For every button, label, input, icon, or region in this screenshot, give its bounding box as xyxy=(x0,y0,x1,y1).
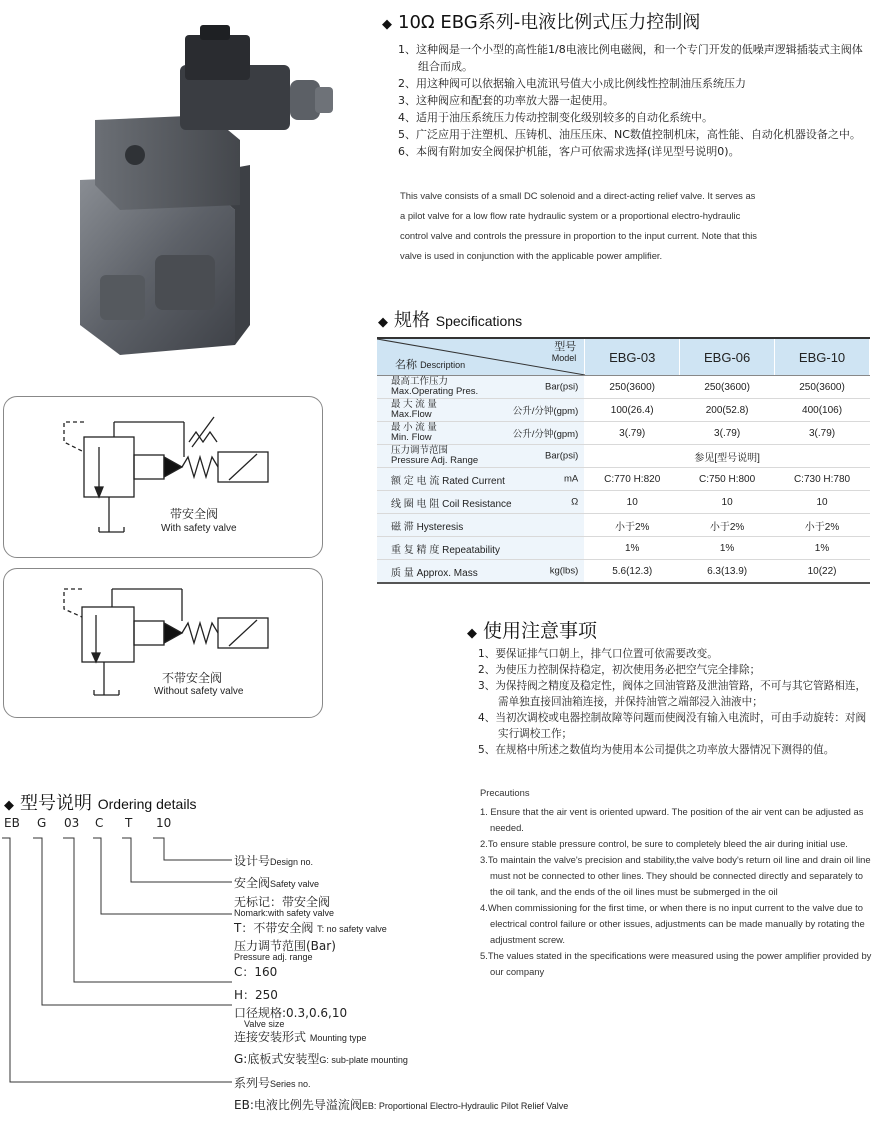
spec-value: 100(26.4) xyxy=(585,399,680,422)
spec-header-row xyxy=(377,338,870,376)
g-en: G: sub-plate mounting xyxy=(319,1055,408,1065)
ordering-design xyxy=(234,852,313,869)
spec-param xyxy=(377,445,585,468)
param-cn: 磁 滞 xyxy=(391,521,414,533)
param-unit: 公升/分钟(gpm) xyxy=(512,429,579,440)
spec-row xyxy=(377,491,870,514)
param-cn: 质 量 xyxy=(391,567,414,579)
with-valve-cn: 带安全阀 xyxy=(170,507,219,521)
with-valve-en: With safety valve xyxy=(161,523,237,534)
spec-row xyxy=(377,514,870,537)
ordering-mount xyxy=(234,1028,366,1045)
precautions-en-title: Precautions xyxy=(480,787,530,798)
without-valve-en: Without safety valve xyxy=(154,686,244,697)
intro-item: 2、用这种阀可以依据输入电流讯号值大小成比例线性控制油压系统压力 xyxy=(398,77,746,90)
ordering-pressure xyxy=(234,939,336,962)
intro-title-text: 10Ω EBG系列-电液比例式压力控制阀 xyxy=(398,12,701,33)
spec-value: 小于2% xyxy=(585,514,680,537)
spec-value: 10(22) xyxy=(775,560,870,584)
param-unit: 公升/分钟(gpm) xyxy=(512,406,579,417)
model-header: EBG-06 xyxy=(680,338,775,376)
precaution-en-item: 3.To maintain the valve's precision and stability,the valve body's return oil line and drain oil line must not be connected to other lines. They should be connected directly and separately to the oil tank, and the ends of the oil lines must be submerged in the oil xyxy=(480,854,871,897)
header-name xyxy=(395,356,465,372)
param-en: Approx. Mass xyxy=(416,567,478,579)
eb-en: EB: Proportional Electro-Hydraulic Pilot Relief Valve xyxy=(361,1101,569,1111)
ordering-c: C：160 xyxy=(234,965,278,979)
design-en: Design no. xyxy=(270,857,314,867)
intro-item: 5、广泛应用于注塑机、压铸机、油压压床、NC数值控制机床，高性能、自动化机器设备之中。 xyxy=(398,128,861,141)
g-cn: G:底板式安装型 xyxy=(234,1052,320,1066)
spec-param xyxy=(377,560,585,584)
spec-title-cn: 规格 xyxy=(394,310,430,331)
intro-item: 6、本阀有附加安全阀保护机能，客户可依需求选择(详见型号说明0)。 xyxy=(398,145,740,158)
header-model-en: Model xyxy=(551,353,577,363)
spec-value: 250(3600) xyxy=(775,376,870,399)
size-cn: 口径规格:0.3,0.6,10 xyxy=(234,1006,348,1020)
precautions-title-text: 使用注意事项 xyxy=(483,620,598,642)
ordering-title xyxy=(4,789,197,815)
valve-product-photo xyxy=(60,25,340,365)
param-cn: 压力调节范围 xyxy=(391,445,449,456)
precaution-item: 4、当初次调校或电器控制故障等问题而使阀没有输入电流时，可由手动旋转：对阀实行调校工作； xyxy=(478,712,867,740)
eb-cn: EB:电液比例先导溢流阀 xyxy=(234,1098,362,1112)
spec-row xyxy=(377,399,870,422)
spec-param xyxy=(377,422,585,445)
spec-value: 250(3600) xyxy=(585,376,680,399)
param-en: Max.Flow xyxy=(391,409,432,420)
param-cn: 额 定 电 流 xyxy=(391,475,440,487)
without-valve-cn: 不带安全阀 xyxy=(162,671,223,685)
pressure-en: Pressure adj. range xyxy=(234,952,313,962)
param-unit: mA xyxy=(564,473,579,485)
ordering-size xyxy=(234,1006,347,1028)
ordering-leader-lines xyxy=(0,834,240,1089)
ordering-series xyxy=(234,1074,311,1091)
safety-en: Safety valve xyxy=(270,879,320,889)
intro-item: 4、适用于油压系统压力传动控制变化级别较多的自动化系统中。 xyxy=(398,111,713,124)
diagram-with-safety-valve xyxy=(3,396,323,558)
spec-header-corner xyxy=(377,338,585,376)
precaution-item: 3、为保持阀之精度及稳定性，阀体之回油管路及泄油管路，不可与其它管路相连，需单独直接回油箱连接，并保持油管之端部浸入油液中； xyxy=(478,680,867,708)
intro-item: 1、这种阀是一个小型的高性能1/8电液比例电磁阀，和一个专门开发的低噪声逻辑插装式主阀体组合而成。 xyxy=(398,43,863,73)
spec-param xyxy=(377,468,585,491)
param-cn: 重 复 精 度 xyxy=(391,544,440,556)
param-en: Pressure Adj. Range xyxy=(391,455,479,466)
param-cn: 最 小 流 量 xyxy=(391,422,437,433)
spec-value: C:750 H:800 xyxy=(680,468,775,491)
spec-value: 6.3(13.9) xyxy=(680,560,775,584)
spec-param xyxy=(377,376,585,399)
pressure-cn: 压力调节范围(Bar) xyxy=(234,939,336,953)
precaution-item: 5、在规格中所述之数值均为使用本公司提供之功率放大器情况下测得的值。 xyxy=(478,744,835,756)
ordering-title-en: Ordering details xyxy=(97,796,197,812)
ordering-title-cn: 型号说明 xyxy=(20,793,92,814)
code-g: G xyxy=(37,816,47,830)
spec-value xyxy=(585,445,680,468)
ordering-nomark xyxy=(234,895,334,918)
spec-param xyxy=(377,514,585,537)
param-cn: 线 圈 电 阻 xyxy=(391,498,440,510)
spec-param xyxy=(377,399,585,422)
param-unit: Bar(psi) xyxy=(544,450,579,462)
spec-row xyxy=(377,445,870,468)
precautions-en-list xyxy=(480,785,872,980)
param-unit: Ω xyxy=(571,496,579,508)
spec-value: 3(.79) xyxy=(585,422,680,445)
nomark-en: Nomark:with safety valve xyxy=(234,908,335,918)
spec-value: 5.6(12.3) xyxy=(585,560,680,584)
nomark-cn: 无标记：带安全阀 xyxy=(234,895,331,909)
intro-item: 3、这种阀应和配套的功率放大器一起使用。 xyxy=(398,94,614,107)
diagram-without-safety-valve xyxy=(3,568,323,718)
code-size: 03 xyxy=(64,816,80,830)
precaution-item: 2、为使压力控制保持稳定，初次使用务必把空气完全排除； xyxy=(478,664,761,676)
mount-en: Mounting type xyxy=(309,1033,367,1043)
code-design: 10 xyxy=(156,816,172,830)
param-en: Min. Flow xyxy=(391,432,432,443)
spec-param xyxy=(377,537,585,560)
spec-title xyxy=(378,306,522,332)
ordering-t xyxy=(234,919,387,936)
header-name-cn: 名称 xyxy=(395,359,417,371)
ordering-safety xyxy=(234,874,319,891)
precautions-cn-list xyxy=(478,646,870,758)
spec-value: 400(106) xyxy=(775,399,870,422)
spec-table xyxy=(377,337,870,584)
diamond-bullet-icon: ◆ xyxy=(378,315,388,330)
spec-row xyxy=(377,376,870,399)
t-en: T: no safety valve xyxy=(317,924,387,934)
model-header: EBG-03 xyxy=(585,338,680,376)
diamond-bullet-icon: ◆ xyxy=(4,798,14,813)
param-cn: 最高工作压力 xyxy=(391,376,449,387)
header-model-cn: 型号 xyxy=(554,341,577,353)
precaution-en-item: 1. Ensure that the air vent is oriented upward. The position of the air vent can be adjusted as needed. xyxy=(480,806,864,833)
spec-row xyxy=(377,468,870,491)
series-en: Series no. xyxy=(270,1079,311,1089)
mount-cn: 连接安装形式 xyxy=(234,1030,307,1044)
code-eb: EB xyxy=(4,816,20,830)
spec-value: 小于2% xyxy=(680,514,775,537)
param-unit: kg(lbs) xyxy=(549,565,579,577)
spec-value: 200(52.8) xyxy=(680,399,775,422)
param-en: Rated Current xyxy=(442,475,505,487)
spec-value: 10 xyxy=(775,491,870,514)
intro-title xyxy=(382,8,700,34)
spec-value: 3(.79) xyxy=(775,422,870,445)
spec-row xyxy=(377,560,870,584)
spec-row xyxy=(377,537,870,560)
header-name-en: Description xyxy=(420,360,466,370)
model-header: EBG-10 xyxy=(775,338,870,376)
spec-value: C:730 H:780 xyxy=(775,468,870,491)
spec-value: 10 xyxy=(680,491,775,514)
spec-value: 250(3600) xyxy=(680,376,775,399)
intro-list xyxy=(398,41,870,160)
ordering-h: H：250 xyxy=(234,988,278,1002)
spec-value: 1% xyxy=(775,537,870,560)
t-cn: T：不带安全阀 xyxy=(234,921,314,935)
spec-value: 小于2% xyxy=(775,514,870,537)
size-en: Valve size xyxy=(244,1019,285,1029)
ordering-g xyxy=(234,1050,408,1067)
series-cn: 系列号 xyxy=(234,1076,271,1090)
precaution-item: 1、要保证排气口朝上，排气口位置可依需要改变。 xyxy=(478,648,718,660)
param-unit: Bar(psi) xyxy=(544,381,579,393)
diamond-bullet-icon: ◆ xyxy=(467,626,477,641)
param-en: Coil Resistance xyxy=(442,498,512,510)
spec-value: 10 xyxy=(585,491,680,514)
param-en: Repeatability xyxy=(442,544,500,556)
spec-title-en: Specifications xyxy=(435,313,523,329)
code-safety: T xyxy=(125,816,133,830)
precaution-en-item: 2.To ensure stable pressure control, be sure to completely bleed the air during initial use. xyxy=(480,838,848,849)
ordering-eb xyxy=(234,1096,568,1113)
intro-english: This valve consists of a small DC solenoid and a direct-acting relief valve. It serves as a pilot valve for a low flow rate hydraulic system or a proportional electro-hydraulic control valve and controls the pressure in proportion to the input current. Note that this valve is used in conjunction with the applicable power amplifier. xyxy=(400,190,757,261)
precaution-en-item: 4.When commissioning for the first time, or when there is no input current to the valve due to electrical control failure or other issues, adjustments can be made manually by rotating the adjustment screw. xyxy=(480,902,865,945)
header-model xyxy=(552,342,577,364)
param-cn: 最 大 流 量 xyxy=(391,399,437,410)
diamond-bullet-icon: ◆ xyxy=(382,17,392,32)
design-cn: 设计号 xyxy=(234,854,271,868)
safety-cn: 安全阀 xyxy=(234,876,271,890)
param-en: Hysteresis xyxy=(416,521,464,533)
precautions-title xyxy=(467,616,597,643)
precaution-en-item: 5.The values stated in the specifications were measured using the power amplifier provided by our company xyxy=(480,950,872,977)
spec-value: 1% xyxy=(585,537,680,560)
spec-param xyxy=(377,491,585,514)
param-en: Max.Operating Pres. xyxy=(391,386,479,397)
spec-value xyxy=(775,445,870,468)
spec-value: 3(.79) xyxy=(680,422,775,445)
code-pressure: C xyxy=(95,816,104,830)
spec-row xyxy=(377,422,870,445)
spec-value: 参见[型号说明] xyxy=(680,445,775,468)
spec-value: 1% xyxy=(680,537,775,560)
spec-value: C:770 H:820 xyxy=(585,468,680,491)
